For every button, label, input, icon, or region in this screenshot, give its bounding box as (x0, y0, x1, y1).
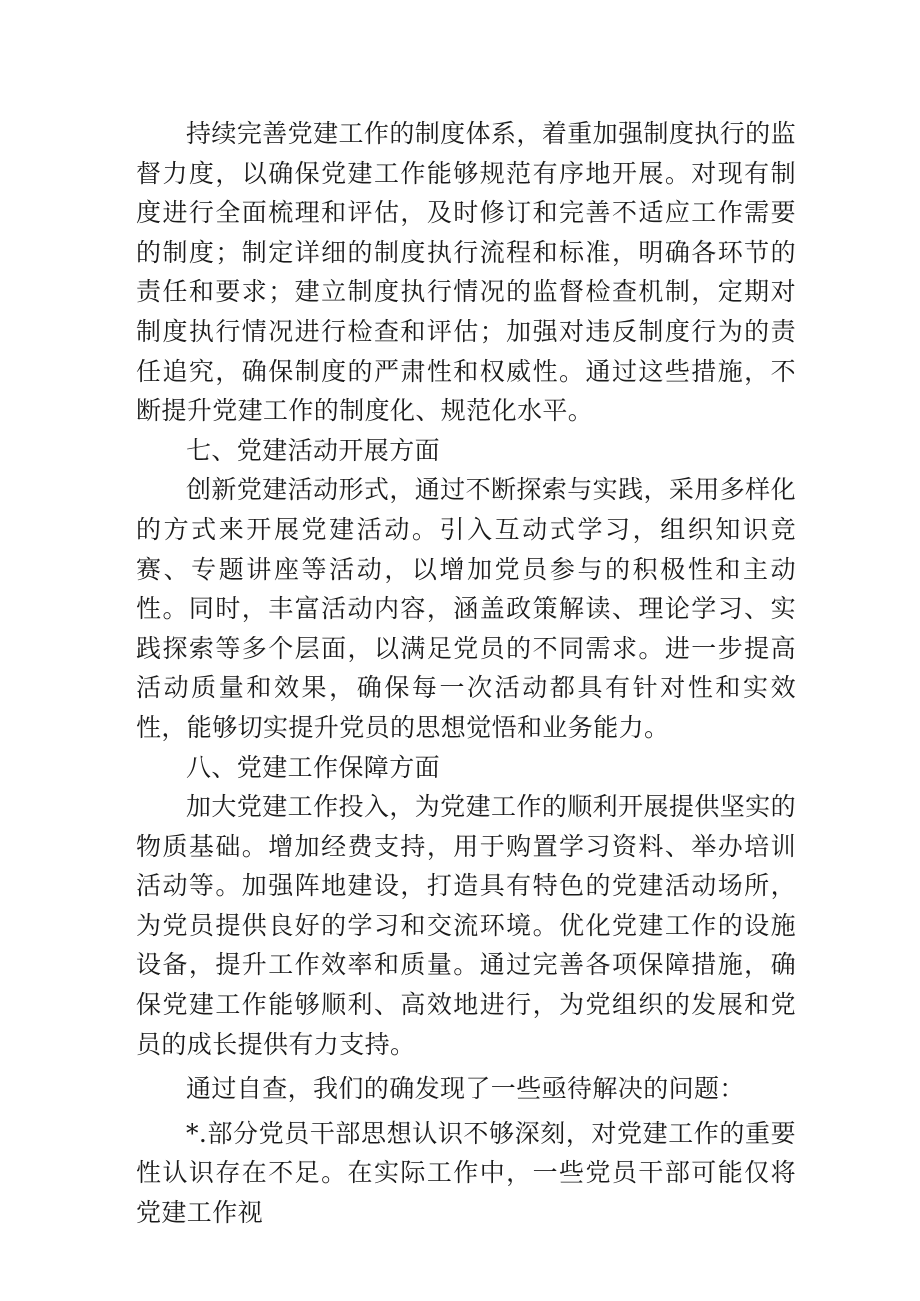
paragraph-problem-one: *.部分党员干部思想认识不够深刻，对党建工作的重要性认识存在不足。在实际工作中，一些党员干部可能仅将党建工作视 (136, 1118, 796, 1228)
paragraph-guarantee: 加大党建工作投入，为党建工作的顺利开展提供坚实的物质基础。增加经费支持，用于购置学习资料、举办培训活动等。加强阵地建设，打造具有特色的党建活动场所，为党员提供良好的学习和交流环境。优化党建工作的设施设备，提升工作效率和质量。通过完善各项保障措施，确保党建工作能够顺利、高效地进行，为党组织的发展和党员的成长提供有力支持。 (136, 792, 796, 1059)
document-page (136, 114, 796, 1233)
section-heading-seven: 七、党建活动开展方面 (186, 435, 441, 465)
paragraph-system-building: 持续完善党建工作的制度体系，着重加强制度执行的监督力度，以确保党建工作能够规范有序地开展。对现有制度进行全面梳理和评估，及时修订和完善不适应工作需要的制度；制定详细的制度执行流程和标准，明确各环节的责任和要求；建立制度执行情况的监督检查机制，定期对制度执行情况进行检查和评估；加强对违反制度行为的责任追究，确保制度的严肃性和权威性。通过这些措施，不断提升党建工作的制度化、规范化水平。 (136, 119, 796, 426)
paragraph-activities: 创新党建活动形式，通过不断探索与实践，采用多样化的方式来开展党建活动。引入互动式学习，组织知识竞赛、专题讲座等活动，以增加党员参与的积极性和主动性。同时，丰富活动内容，涵盖政策解读、理论学习、实践探索等多个层面，以满足党员的不同需求。进一步提高活动质量和效果，确保每一次活动都具有针对性和实效性，能够切实提升党员的思想觉悟和业务能力。 (136, 475, 796, 742)
section-heading-eight: 八、党建工作保障方面 (186, 752, 441, 782)
paragraph-self-check-intro: 通过自查，我们的确发现了一些亟待解决的问题： (186, 1074, 745, 1104)
